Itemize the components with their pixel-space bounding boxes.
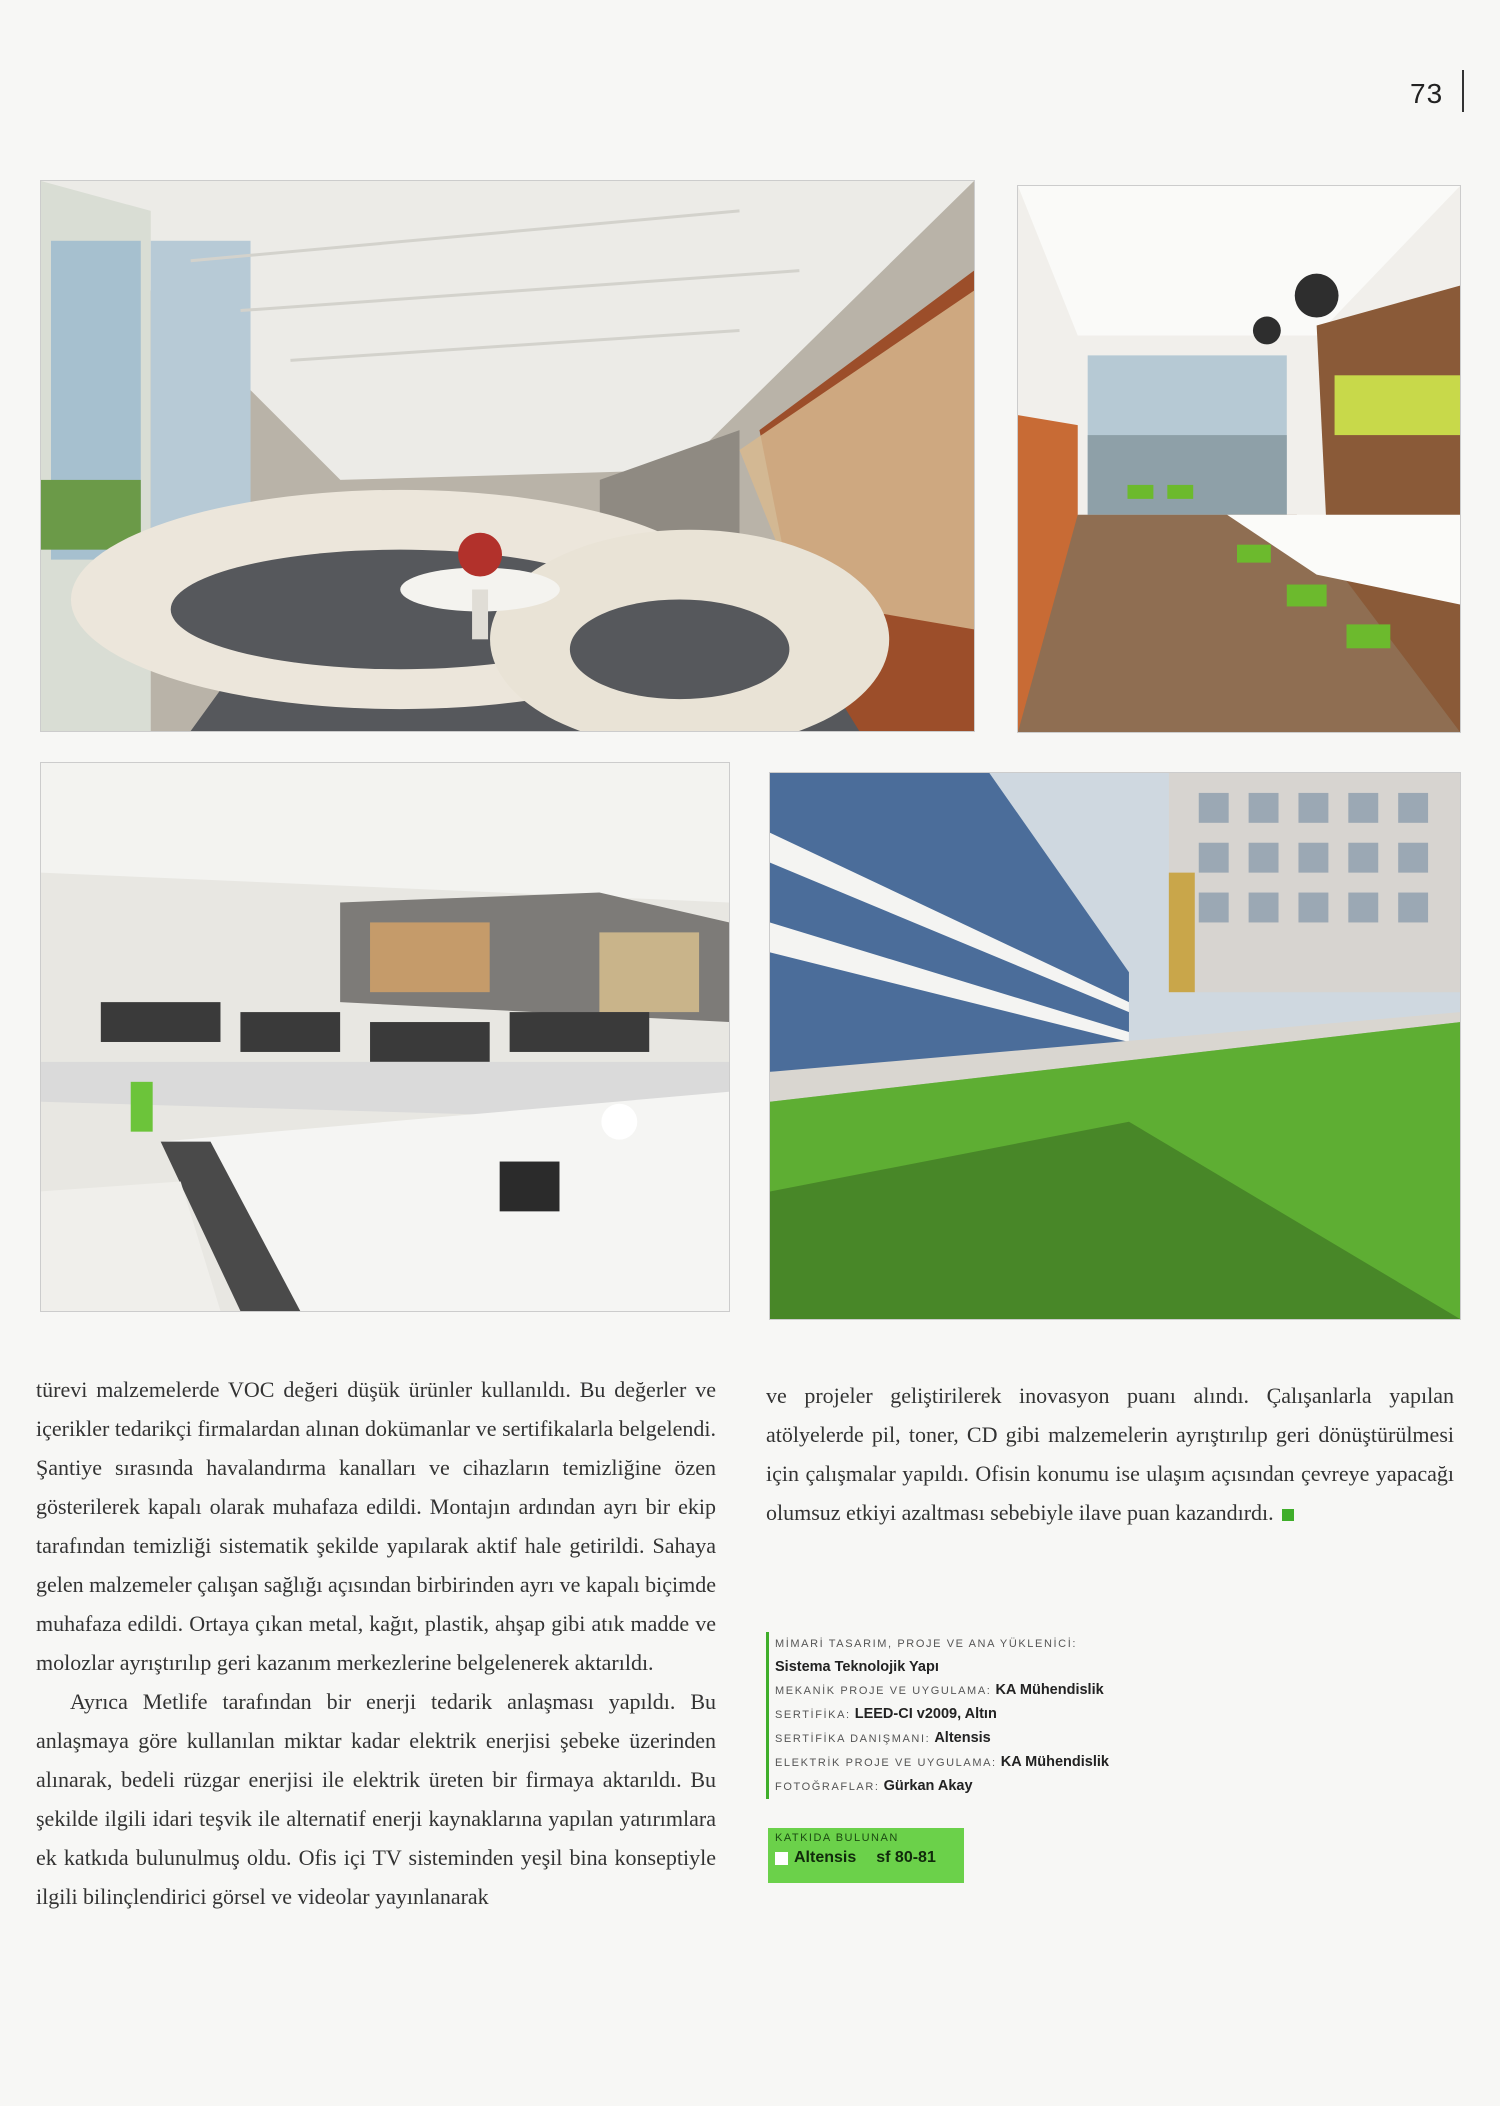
- contributor-box: [768, 1828, 964, 1883]
- credit-line: [775, 1751, 1286, 1775]
- credit-role: MEKANİK PROJE VE UYGULAMA:: [775, 1685, 992, 1697]
- article-column-left: [36, 1370, 716, 1916]
- credit-value: Altensis: [934, 1730, 991, 1746]
- credit-role: SERTİFİKA DANIŞMANI:: [775, 1733, 931, 1745]
- page-number: 73: [1410, 78, 1444, 109]
- credit-value: LEED-CI v2009, Altın: [854, 1706, 997, 1722]
- credit-role: FOTOĞRAFLAR:: [775, 1781, 880, 1793]
- credit-value: Gürkan Akay: [883, 1778, 973, 1794]
- credit-line: [775, 1632, 1286, 1656]
- photo-lounge-illustration: [41, 181, 974, 731]
- photo-kitchen-illustration: [1018, 186, 1460, 732]
- credit-value: Sistema Teknolojik Yapı: [775, 1659, 939, 1675]
- credit-value: KA Mühendislik: [1000, 1754, 1109, 1770]
- article-paragraph: Ayrıca Metlife tarafından bir enerji tedarik anlaşması yapıldı. Bu anlaşmaya göre kullanılan miktar kadar elektrik enerjisi şebeke üzerinden alınarak, bedeli rüzgar enerjisi ile elektrik üreten bir firmaya aktarıldı. Bu şekilde ilgili idari teşvik ile alternatif enerji kaynaklarına yapılan yatırımlara ek katkıda bulunulmuş oldu. Ofis içi TV sisteminden yeşil bina konseptiyle ilgili bilinçlendirici görsel ve videolar yayınlanarak: [36, 1689, 716, 1909]
- credit-role: SERTİFİKA:: [775, 1709, 851, 1721]
- photo-office: [40, 762, 730, 1312]
- contributor-page-ref: sf 80-81: [876, 1849, 936, 1866]
- margin-rule: [1462, 70, 1464, 112]
- credit-role: ELEKTRİK PROJE VE UYGULAMA:: [775, 1757, 997, 1769]
- credit-value: KA Mühendislik: [995, 1682, 1104, 1698]
- credit-line: [775, 1775, 1286, 1799]
- credit-line: [775, 1679, 1286, 1703]
- contributor-row: [775, 1849, 957, 1867]
- credit-role: MİMARİ TASARIM, PROJE VE ANA YÜKLENİCİ:: [775, 1638, 1078, 1650]
- article-paragraph: türevi malzemelerde VOC değeri düşük ürünler kullanıldı. Bu değerler ve içerikler tedarikçi firmalardan alınan dokümanlar ve sertifikalarla belgelendi. Şantiye sırasında havalandırma kanalları ve cihazların temizliğine özen gösterilerek kapalı olarak muhafaza edildi. Montajın ardından ayrı bir ekip tarafından temizliği sistematik şekilde yapılarak aktif hale getirildi. Sahaya gelen malzemeler çalışan sağlığı açısından birbirinden ayrı ve kapalı biçimde muhafaza edildi. Ortaya çıkan metal, kağıt, plastik, ahşap gibi atık madde ve molozlar ayrıştırılıp geri kazanım merkezlerine belgelenerek aktarıldı.: [36, 1377, 716, 1675]
- credit-line: [775, 1703, 1286, 1727]
- photo-garden-illustration: [770, 773, 1460, 1319]
- photo-lounge: [40, 180, 975, 732]
- project-credits: [766, 1632, 1286, 1799]
- photo-office-illustration: [41, 763, 729, 1311]
- end-of-article-mark: [1282, 1509, 1294, 1521]
- credit-line: [775, 1656, 1286, 1679]
- contributor-name: Altensis: [794, 1849, 857, 1866]
- article-paragraph-closing: [766, 1376, 1454, 1532]
- article-column-right: [766, 1376, 1454, 1532]
- contributor-title: KATKIDA BULUNAN: [775, 1832, 899, 1844]
- photo-kitchen: [1017, 185, 1461, 733]
- checkbox-square-icon: [775, 1852, 788, 1865]
- article-paragraph-text: ve projeler geliştirilerek inovasyon puanı alındı. Çalışanlarla yapılan atölyelerde pil, toner, CD gibi malzemelerin ayrıştırılıp geri dönüştürülmesi için çalışmalar yapıldı. Ofisin konumu ise ulaşım açısından çevreye yapacağı olumsuz etkiyi azaltması sebebiyle ilave puan kazandırdı.: [766, 1383, 1454, 1525]
- photo-garden: [769, 772, 1461, 1320]
- credit-line: [775, 1727, 1286, 1751]
